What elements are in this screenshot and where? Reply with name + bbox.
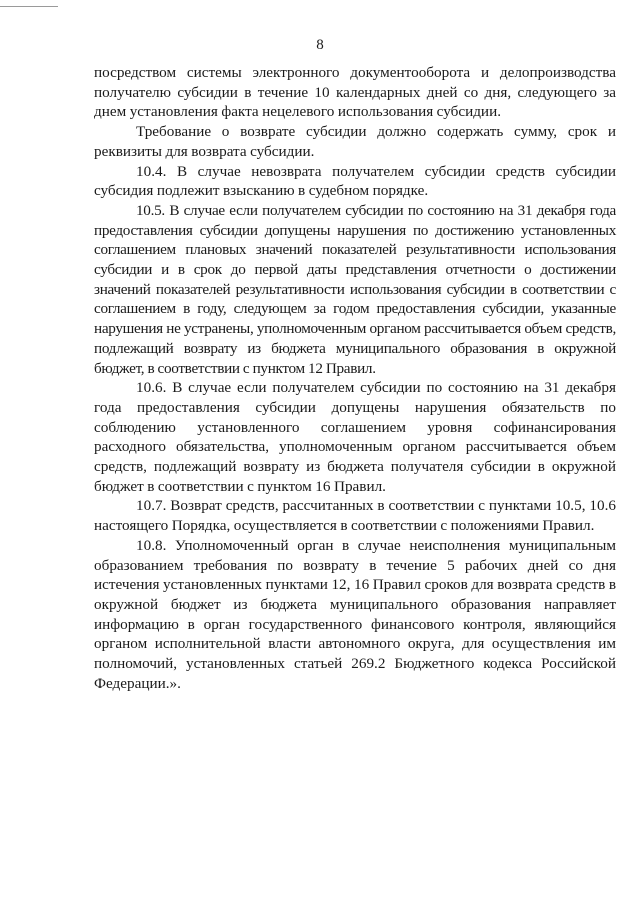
paragraph-continuation: посредством системы электронного документооборота и делопроизводства получателю субсидии в течение 10 календарных дней со дня, следующего за днем установления факта нецелевого использования субсидии. — [94, 64, 616, 121]
paragraph-10-5: 10.5. В случае если получателем субсидии по состоянию на 31 декабря года предоставления субсидии допущены нарушения по достижению установленных соглашением плановых значений показателей результативности использования субсидии и в срок до первой даты представления отчетности о достижении значений показателей результативности использования субсидии в соответствии с соглашением в году, следующем за годом предоставления субсидии, указанные нарушения не устранены, уполномоченным органом рассчитывается объем средств, подлежащий возврату из бюджета муниципального образования в окружной бюджет, в соответствии с пунктом 12 Правил. — [94, 201, 616, 377]
paragraph-10-7: 10.7. Возврат средств, рассчитанных в соответствии с пунктами 10.5, 10.6 настоящего Порядка, осуществляется в соответствии с положениями Правил. — [94, 497, 616, 535]
paragraph-requirement: Требование о возврате субсидии должно содержать сумму, срок и реквизиты для возврата субсидии. — [94, 123, 616, 160]
paragraph-10-8: 10.8. Уполномоченный орган в случае неисполнения муниципальным образованием требования по возврату в течение 5 рабочих дней со дня истечения установленных пунктами 12, 16 Правил сроков для возврата средств в окружной бюджет из бюджета муниципального образования направляет информацию в орган государственного финансового контроля, являющийся органом исполнительной власти автономного округа, для осуществления им полномочий, установленных статьей 269.2 Бюджетного кодекса Российской Федерации.». — [94, 536, 616, 692]
page-number: 8 — [316, 37, 324, 53]
paragraph-10-4: 10.4. В случае невозврата получателем субсидии средств субсидии субсидия подлежит взысканию в судебном порядке. — [94, 162, 616, 200]
scan-edge-line — [0, 6, 58, 7]
document-body — [94, 63, 616, 694]
paragraph-10-6: 10.6. В случае если получателем субсидии по состоянию на 31 декабря года предоставления субсидии допущены нарушения обязательств по соблюдению установленного соглашением уровня софинансирования расходного обязательства, уполномоченным органом рассчитывается объем средств, подлежащий возврату из бюджета получателя субсидии в окружной бюджет в соответствии с пунктом 16 Правил. — [94, 379, 616, 495]
